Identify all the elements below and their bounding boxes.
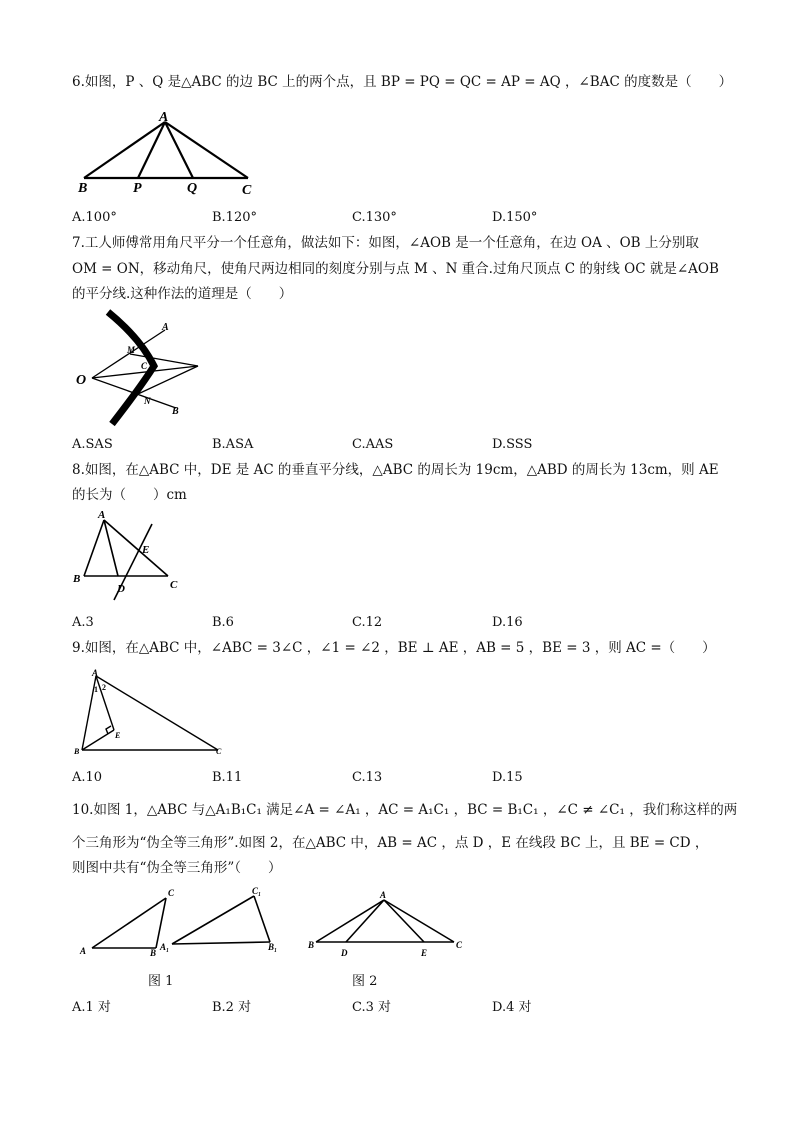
q6-label-P: P <box>133 181 142 196</box>
q8-label-B: B <box>73 573 81 585</box>
q10-option-c[interactable]: C.3 对 <box>352 1000 392 1015</box>
q8-option-d[interactable]: D.16 <box>492 615 523 630</box>
q9-option-d[interactable]: D.15 <box>492 770 523 785</box>
q10-option-b[interactable]: B.2 对 <box>212 1000 252 1015</box>
q7-label-C: C <box>141 361 148 371</box>
q9-label-B: B <box>74 747 80 756</box>
q7-option-c[interactable]: C.AAS <box>352 437 394 452</box>
q7-label-O: O <box>76 373 87 388</box>
q9-label-A: A <box>92 668 99 678</box>
q7-label-N: N <box>144 396 151 406</box>
q7-label-A: A <box>162 322 169 333</box>
q6-label-Q: Q <box>187 181 198 196</box>
q7-stem-line1: 7.工人师傅常用角尺平分一个任意角，做法如下：如图，∠AOB 是一个任意角，在边 OA 、OB 上分别取 <box>72 235 699 251</box>
q10-fig1-triangle-abc <box>92 898 166 948</box>
q10-stem-line2: 个三角形为“伪全等三角形”.如图 2，在△ABC 中，AB = AC ，点 D ，E 在线段 BC 上，且 BE = CD ， <box>72 835 709 851</box>
q10-fig1-label-B1: B₁ <box>268 942 278 952</box>
q8-label-E: E <box>142 544 150 556</box>
q6-stem: 6.如图，P 、Q 是△ABC 的边 BC 上的两个点，且 BP = PQ = QC = AP = AQ ，∠BAC 的度数是（ ） <box>72 74 733 90</box>
q10-fig2-label-B: B <box>308 940 315 950</box>
q6-triangle <box>84 122 248 178</box>
q10-option-a[interactable]: A.1 对 <box>72 1000 111 1015</box>
q6-option-b[interactable]: B.120° <box>212 210 257 225</box>
q9-option-c[interactable]: C.13 <box>352 770 383 785</box>
q10-stem-line1: 10.如图 1，△ABC 与△A₁B₁C₁ 满足∠A = ∠A₁ ，AC = A₁C₁ ，BC = B₁C₁ ，∠C ≠ ∠C₁ ，我们称这样的两 <box>72 802 738 818</box>
q8-option-c[interactable]: C.12 <box>352 615 383 630</box>
q6-option-d[interactable]: D.150° <box>492 210 538 225</box>
q9-option-a[interactable]: A.10 <box>72 770 103 785</box>
q6-label-C: C <box>242 183 252 198</box>
q7-option-d[interactable]: D.SSS <box>492 437 533 452</box>
q9-label-E: E <box>115 731 121 740</box>
q8-stem-line2: 的长为（ ）cm <box>72 487 187 503</box>
q6-label-B: B <box>78 181 88 196</box>
q6-label-A: A <box>159 110 169 125</box>
q7-try-square <box>108 312 154 424</box>
q10-caption-fig1: 图 1 <box>148 974 174 989</box>
q7-option-a[interactable]: A.SAS <box>72 437 113 452</box>
q10-fig1-label-C: C <box>168 888 175 898</box>
q10-fig1-label-A1: A₁ <box>160 942 170 952</box>
q10-fig2-triangle <box>316 900 454 942</box>
q9-figure <box>70 664 230 760</box>
q9-option-b[interactable]: B.11 <box>212 770 243 785</box>
q9-label-2: 2 <box>102 683 106 692</box>
q10-fig2-label-D: D <box>341 948 348 958</box>
q6-figure <box>70 108 270 198</box>
q10-figures <box>72 884 472 964</box>
q8-label-C: C <box>170 579 178 591</box>
q7-figure <box>70 308 210 428</box>
q10-stem-line3: 则图中共有“伪全等三角形”（ ） <box>72 860 282 876</box>
q8-triangle <box>84 520 168 600</box>
q10-fig2-label-C: C <box>456 940 463 950</box>
q8-option-a[interactable]: A.3 <box>72 615 94 630</box>
q7-label-B: B <box>172 406 179 417</box>
q6-option-c[interactable]: C.130° <box>352 210 397 225</box>
q10-fig2-label-A: A <box>380 890 387 900</box>
q8-stem-line1: 8.如图，在△ABC 中，DE 是 AC 的垂直平分线，△ABC 的周长为 19cm，△ABD 的周长为 13cm，则 AE <box>72 462 719 478</box>
q10-option-d[interactable]: D.4 对 <box>492 1000 532 1015</box>
q7-stem-line2: OM = ON，移动角尺，使角尺两边相同的刻度分别与点 M 、N 重合.过角尺顶点 C 的射线 OC 就是∠AOB <box>72 261 719 277</box>
q9-label-1: 1 <box>94 685 98 694</box>
q10-fig1-label-A: A <box>80 946 87 956</box>
q8-option-b[interactable]: B.6 <box>212 615 234 630</box>
q8-label-D: D <box>117 583 125 595</box>
q9-stem: 9.如图，在△ABC 中，∠ABC = 3∠C ，∠1 = ∠2 ，BE ⊥ AE ，AB = 5 ，BE = 3 ，则 AC =（ ） <box>72 640 716 656</box>
q6-option-a[interactable]: A.100° <box>72 210 117 225</box>
q7-stem-line3: 的平分线.这种作法的道理是（ ） <box>72 286 293 302</box>
q10-fig1-label-B: B <box>150 948 157 958</box>
q8-label-A: A <box>98 509 106 521</box>
q10-caption-fig2: 图 2 <box>352 974 378 989</box>
q7-option-b[interactable]: B.ASA <box>212 437 254 452</box>
q8-figure <box>70 508 190 608</box>
q9-label-C: C <box>216 747 222 756</box>
q7-label-M: M <box>127 345 136 355</box>
q10-fig1-triangle-a1b1c1 <box>172 896 270 944</box>
q10-fig1-label-C1: C₁ <box>252 886 262 896</box>
q10-fig2-label-E: E <box>421 948 428 958</box>
